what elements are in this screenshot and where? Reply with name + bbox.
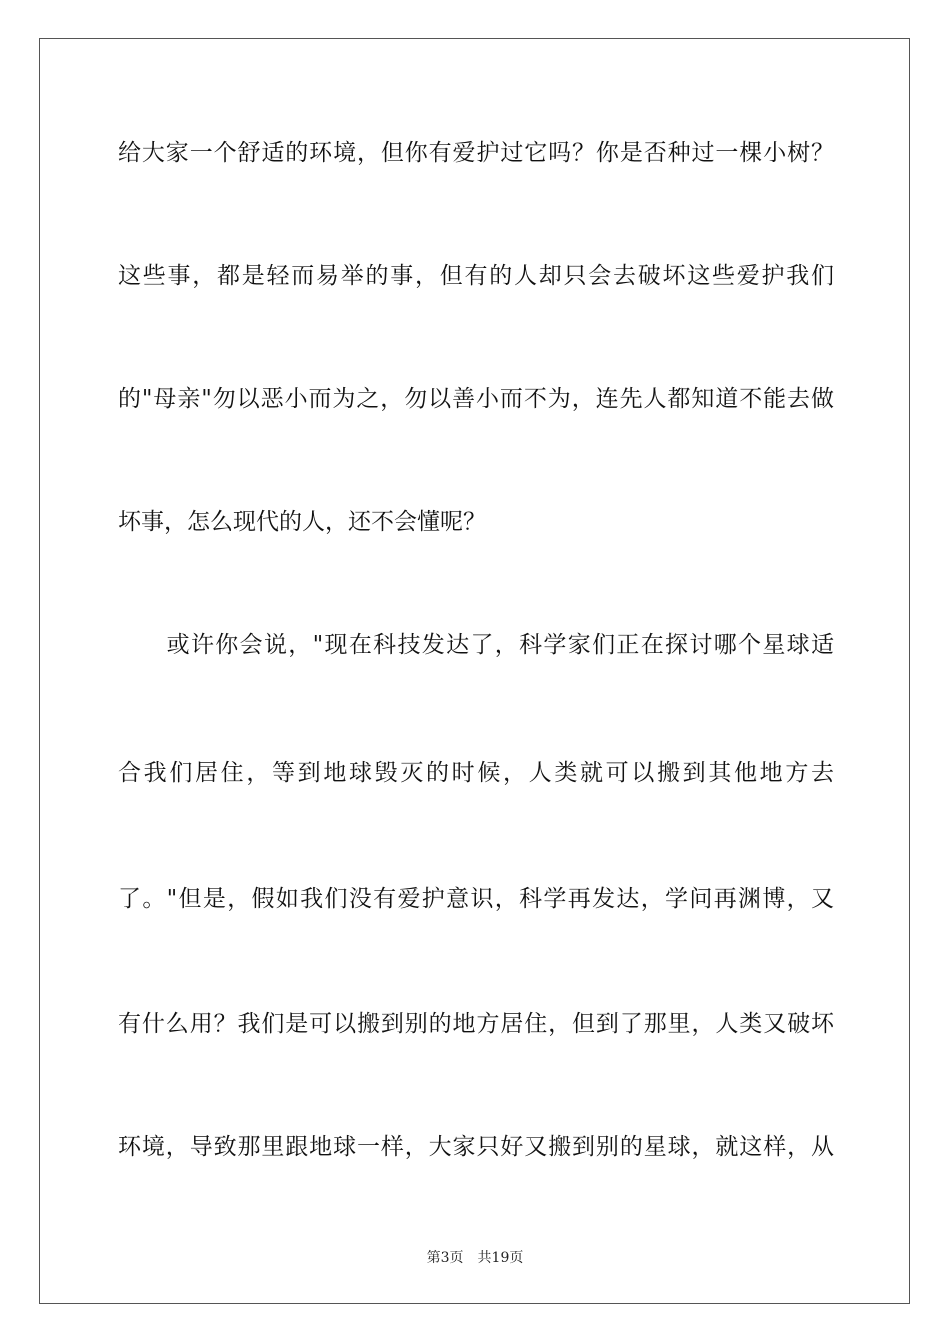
text-line-1: 给大家一个舒适的环境，但你有爱护过它吗？你是否种过一棵小树？ (118, 140, 834, 166)
text-line-2: 这些事，都是轻而易举的事，但有的人却只会去破坏这些爱护我们 (118, 263, 834, 289)
text-line-8: 有什么用？我们是可以搬到别的地方居住，但到了那里，人类又破坏 (118, 1011, 834, 1037)
page-number: 第3页 (426, 1250, 464, 1266)
text-line-7: 了。"但是，假如我们没有爱护意识，科学再发达，学问再渊博，又 (118, 886, 834, 912)
page-footer (0, 1247, 950, 1267)
text-line-3: 的"母亲"勿以恶小而为之，勿以善小而不为，连先人都知道不能去做 (118, 386, 834, 412)
text-line-4: 坏事，怎么现代的人，还不会懂呢？ (118, 509, 486, 535)
text-line-5: 或许你会说，"现在科技发达了，科学家们正在探讨哪个星球适 (118, 632, 834, 658)
text-line-9: 环境，导致那里跟地球一样，大家只好又搬到别的星球，就这样，从 (118, 1134, 834, 1160)
text-line-6: 合我们居住，等到地球毁灭的时候，人类就可以搬到其他地方去 (118, 760, 834, 786)
page-total: 共19页 (477, 1250, 524, 1266)
page-border (39, 38, 910, 1304)
